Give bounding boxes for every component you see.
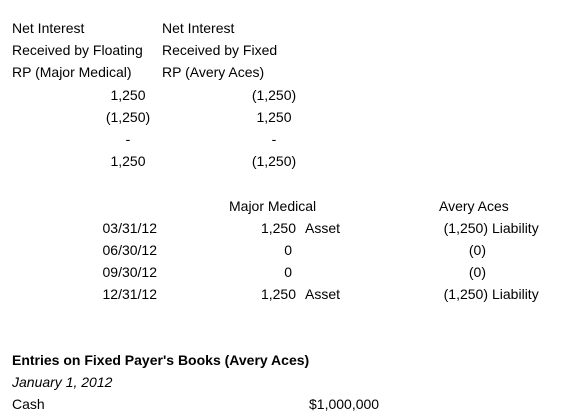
fixed-value-2: 1,250: [256, 109, 292, 125]
aa-type-1: Liability: [492, 220, 539, 236]
mm-value-4: 1,250: [260, 286, 296, 302]
header-col1-line1: Net Interest: [12, 20, 85, 36]
fixed-value-1: (1,250): [251, 87, 297, 103]
fixed-value-4: (1,250): [251, 153, 297, 169]
row-date-4: 12/31/12: [102, 286, 157, 302]
aa-value-2: (0): [468, 242, 486, 258]
row-date-2: 06/30/12: [102, 242, 157, 258]
major-medical-header: Major Medical: [229, 198, 317, 214]
row-date-3: 09/30/12: [102, 264, 157, 280]
fixed-value-3: -: [271, 131, 277, 147]
entries-title: Entries on Fixed Payer's Books (Avery Aces): [12, 352, 310, 368]
aa-value-1: (1,250): [443, 220, 488, 236]
row-date-1: 03/31/12: [102, 220, 157, 236]
aa-type-4: Liability: [492, 286, 539, 302]
header-col2-line2: Received by Fixed: [162, 42, 278, 58]
floating-value-1: 1,250: [110, 87, 146, 103]
aa-value-4: (1,250): [443, 286, 488, 302]
header-col1-line2: Received by Floating: [12, 42, 143, 58]
floating-value-4: 1,250: [110, 153, 146, 169]
header-col2-line3: RP (Avery Aces): [162, 64, 265, 80]
floating-value-3: -: [125, 131, 131, 147]
mm-value-2: 0: [284, 242, 292, 258]
entries-account: Cash: [12, 396, 45, 412]
entries-date: January 1, 2012: [12, 374, 113, 390]
mm-type-4: Asset: [305, 286, 341, 302]
entries-amount: $1,000,000: [309, 396, 380, 412]
mm-type-1: Asset: [305, 220, 341, 236]
floating-value-2: (1,250): [105, 109, 151, 125]
mm-value-3: 0: [284, 264, 292, 280]
mm-value-1: 1,250: [260, 220, 296, 236]
aa-value-3: (0): [468, 264, 486, 280]
header-col2-line1: Net Interest: [162, 20, 235, 36]
avery-aces-header: Avery Aces: [439, 198, 509, 214]
header-col1-line3: RP (Major Medical): [12, 64, 132, 80]
